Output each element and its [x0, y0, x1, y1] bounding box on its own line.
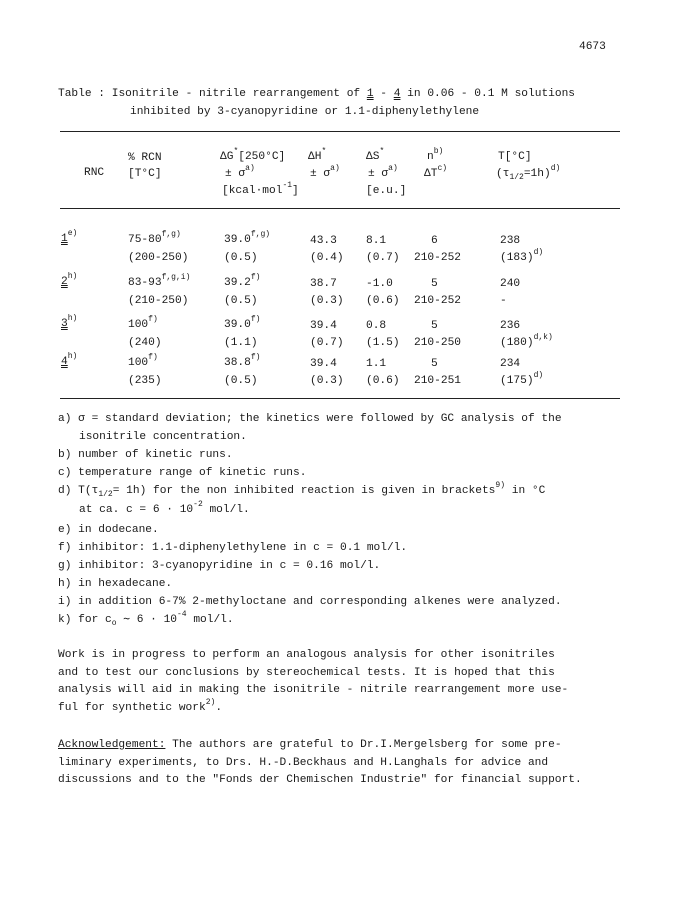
delta-h-sd: (0.3)	[310, 295, 344, 307]
sup-a: a)	[388, 164, 398, 174]
header-delta-g	[220, 147, 286, 164]
acknowledgement-paragraph	[58, 738, 623, 791]
delta-g-footnote: f)	[250, 273, 261, 283]
header-rcn: % RCN	[128, 152, 162, 164]
delta-h-value: 43.3	[310, 235, 337, 247]
reference-sup: 2)	[205, 697, 216, 707]
half-life-temp-ref	[500, 333, 553, 350]
rcn-percent: 75-80	[128, 234, 162, 246]
acknowledgement-heading: Acknowledgement:	[58, 739, 166, 751]
footnote-text: number of kinetic runs.	[78, 449, 233, 461]
table-caption-line-2: inhibited by 3-cyanopyridine or 1.1-diphenylethylene	[130, 106, 480, 118]
tau-open: (τ	[496, 168, 510, 180]
sup-d: d)	[550, 164, 561, 174]
delta-g-value	[224, 353, 261, 370]
header-delta-h	[308, 147, 327, 164]
footnote-c	[58, 466, 306, 480]
paragraph-line: Work is in progress to perform an analogous analysis for other isonitriles	[58, 649, 555, 661]
header-delta-t	[424, 164, 448, 181]
pm-sigma: ± σ	[310, 168, 331, 180]
header-eu-unit: [e.u.]	[366, 185, 407, 197]
footnote-k	[58, 610, 234, 629]
delta-g-sd: (0.5)	[224, 252, 258, 264]
n-symbol: n	[427, 151, 434, 163]
paragraph-text: The authors are grateful to Dr.I.Mergelsberg for some pre-	[172, 739, 562, 751]
footnote-text: in °C	[511, 485, 546, 497]
delta-h-value: 39.4	[310, 358, 337, 370]
delta-s-value: 8.1	[366, 235, 387, 247]
compound-number: 1	[61, 233, 68, 245]
delta-s-sd: (1.5)	[366, 337, 400, 349]
compound-id	[61, 229, 78, 246]
delta-h-symbol: ΔH	[308, 151, 322, 163]
rcn-temp-range: (200-250)	[128, 252, 189, 264]
footnote-b	[58, 448, 233, 462]
sup-b: b)	[433, 147, 444, 157]
exponent: -2	[193, 500, 203, 510]
rcn-percent: 100	[128, 357, 149, 369]
header-delta-s-sd	[368, 164, 398, 181]
ref-footnote: d)	[533, 248, 544, 258]
delta-g-sd: (0.5)	[224, 375, 258, 387]
footnote-mark: i)	[58, 596, 72, 608]
delta-g-symbol: ΔG	[220, 151, 234, 163]
rcn-footnote: f)	[148, 353, 158, 363]
kcal-bracket: ]	[292, 185, 299, 197]
paragraph-text: ful for synthetic work	[58, 701, 206, 714]
rcn-value	[128, 353, 158, 370]
delta-g-sd: (0.5)	[224, 295, 258, 307]
delta-s-value: -1.0	[366, 278, 393, 290]
delta-g-footnote: f,g)	[250, 230, 271, 240]
footnote-mark: k)	[58, 614, 72, 626]
ref-temp: (175)	[500, 375, 534, 387]
rcn-percent: 83-93	[128, 277, 162, 289]
paragraph-line	[58, 697, 623, 719]
footnote-d	[58, 481, 546, 500]
header-n	[427, 147, 444, 164]
delta-s-value: 1.1	[366, 358, 387, 370]
ref-temp: (183)	[500, 252, 534, 264]
footnote-text: T(τ	[78, 485, 99, 497]
tau-subscript: 1/2	[509, 173, 524, 183]
header-kcal-unit	[222, 181, 299, 198]
sup-a: a)	[330, 164, 340, 174]
footnote-text: in hexadecane.	[78, 578, 173, 590]
table-caption-line-1	[58, 87, 575, 101]
delta-h-sd: (0.7)	[310, 337, 344, 349]
kcal-unit: [kcal·mol	[222, 185, 283, 197]
body-paragraph-1	[58, 648, 623, 718]
delta-g-number: 39.0	[224, 234, 251, 246]
delta-h-value: 38.7	[310, 278, 337, 290]
footnote-text: inhibitor: 3-cyanopyridine in c = 0.16 mol/l.	[78, 560, 381, 572]
footnote-text: mol/l.	[193, 614, 234, 626]
footnote-text: ∼ 6 · 10	[123, 614, 177, 626]
rcn-percent: 100	[128, 319, 149, 331]
compound-footnote: h)	[67, 314, 78, 324]
delta-g-star: *	[233, 147, 239, 157]
temp-range: 210-251	[414, 375, 461, 387]
run-count: 6	[431, 235, 438, 247]
temp-range: 210-252	[414, 252, 461, 264]
ref-temp: -	[500, 295, 507, 307]
footnote-subscript: o	[111, 619, 117, 629]
half-life-temp: 240	[500, 278, 521, 290]
rcn-footnote: f,g)	[161, 230, 181, 240]
delta-g-number: 38.8	[224, 357, 251, 369]
footnote-mark: a)	[58, 413, 72, 425]
footnote-mark: d)	[58, 485, 72, 497]
run-count: 5	[431, 278, 438, 290]
half-life-temp-ref	[500, 294, 507, 308]
caption-colon: :	[98, 88, 106, 100]
paragraph-line: and to test our conclusions by stereochemical tests. It is hoped that this	[58, 666, 555, 679]
footnote-text: σ = standard deviation; the kinetics were followed by GC analysis of the	[78, 413, 562, 425]
sup-c: c)	[437, 164, 448, 174]
half-life-temp-ref	[500, 371, 544, 388]
compound-number: 2	[61, 276, 68, 288]
footnote-g	[58, 559, 380, 573]
exponent: -4	[177, 610, 187, 620]
table-header-rule	[60, 208, 620, 209]
delta-g-temp: [250°C]	[238, 151, 286, 163]
temp-range: 210-252	[414, 295, 461, 307]
footnote-text: mol/l.	[209, 504, 250, 516]
compound-footnote: h)	[67, 272, 78, 282]
delta-s-value: 0.8	[366, 320, 387, 332]
delta-h-star: *	[321, 147, 327, 157]
footnote-text: in addition 6-7% 2-methyloctane and corresponding alkenes were analyzed.	[78, 596, 562, 608]
delta-h-sd: (0.4)	[310, 252, 344, 264]
header-delta-h-sd	[310, 164, 340, 181]
footnote-text: temperature range of kinetic runs.	[78, 467, 307, 479]
compound-ref-1: 1	[366, 88, 374, 100]
header-delta-s	[366, 147, 385, 164]
rcn-footnote: f,g,i)	[161, 273, 191, 283]
delta-g-sd: (1.1)	[224, 337, 258, 349]
delta-h-sd: (0.3)	[310, 375, 344, 387]
tau-close: =1h)	[523, 168, 551, 180]
footnote-a	[58, 412, 562, 426]
rcn-temp-range: (240)	[128, 337, 162, 349]
footnote-mark: b)	[58, 449, 72, 461]
compound-ref-4: 4	[393, 88, 401, 100]
header-t: T[°C]	[498, 151, 532, 163]
delta-h-value: 39.4	[310, 320, 337, 332]
paragraph-line: liminary experiments, to Drs. H.-D.Beckhaus and H.Langhals for advice and	[58, 756, 549, 769]
footnote-text: = 1h) for the non inhibited reaction is given in brackets	[112, 485, 496, 497]
compound-number: 4	[61, 356, 68, 368]
header-t-half-life	[496, 164, 561, 183]
footnote-i	[58, 595, 562, 609]
delta-g-value	[224, 230, 271, 247]
half-life-temp: 236	[500, 320, 521, 332]
footnote-mark: g)	[58, 560, 72, 572]
run-count: 5	[431, 320, 438, 332]
reference-sup: 9)	[495, 481, 506, 491]
paragraph-text: .	[215, 701, 223, 714]
header-rnc: RNC	[84, 167, 105, 179]
delta-s-sd: (0.6)	[366, 375, 400, 387]
delta-g-value	[224, 273, 261, 290]
table-top-rule	[60, 131, 620, 132]
footnote-mark: h)	[58, 578, 72, 590]
rcn-footnote: f)	[148, 315, 158, 325]
ref-footnote: d,k)	[533, 333, 553, 343]
compound-footnote: h)	[67, 352, 78, 362]
compound-footnote: e)	[67, 229, 78, 239]
header-rcn-temp: [T°C]	[128, 168, 162, 180]
delta-s-star: *	[379, 147, 385, 157]
caption-prefix: Table	[58, 88, 92, 100]
ref-footnote: d)	[533, 371, 544, 381]
footnote-mark: f)	[58, 542, 72, 554]
paragraph-line: analysis will aid in making the isonitrile - nitrile rearrangement more use-	[58, 684, 569, 696]
footnote-subscript: 1/2	[98, 490, 113, 500]
rcn-value	[128, 273, 191, 290]
half-life-temp: 238	[500, 235, 521, 247]
delta-t-symbol: ΔT	[424, 168, 438, 180]
delta-g-footnote: f)	[250, 315, 261, 325]
compound-id	[61, 352, 78, 369]
rcn-value	[128, 315, 158, 332]
half-life-temp: 234	[500, 358, 521, 370]
caption-text: Isonitrile - nitrile rearrangement of	[111, 88, 361, 100]
compound-id	[61, 272, 78, 289]
rcn-temp-range: (235)	[128, 375, 162, 387]
footnote-a-cont: isonitrile concentration.	[79, 431, 247, 443]
paragraph-line	[58, 738, 623, 756]
footnote-text: for c	[78, 614, 112, 626]
paragraph-line: discussions and to the "Fonds der Chemischen Industrie" for financial support.	[58, 774, 582, 786]
run-count: 5	[431, 358, 438, 370]
rcn-value	[128, 230, 181, 247]
footnote-e	[58, 523, 159, 537]
page-number: 4673	[579, 41, 606, 53]
delta-g-number: 39.0	[224, 319, 251, 331]
delta-s-symbol: ΔS	[366, 151, 380, 163]
caption-dash: -	[380, 88, 388, 100]
header-delta-g-sd	[225, 164, 255, 181]
footnote-text: in dodecane.	[78, 524, 159, 536]
footnote-d-cont	[79, 500, 250, 517]
footnote-mark: e)	[58, 524, 72, 536]
ref-temp: (180)	[500, 337, 534, 349]
caption-text-end: in 0.06 - 0.1 M solutions	[407, 88, 576, 100]
footnote-mark: c)	[58, 467, 72, 479]
pm-sigma: ± σ	[225, 168, 246, 180]
table-bottom-rule	[60, 398, 620, 399]
footnote-f	[58, 541, 407, 555]
compound-number: 3	[61, 318, 68, 330]
kcal-exponent: -1	[282, 181, 293, 191]
footnote-h	[58, 577, 172, 591]
footnote-text: inhibitor: 1.1-diphenylethylene in c = 0.1 mol/l.	[78, 542, 408, 554]
delta-s-sd: (0.7)	[366, 252, 400, 264]
delta-s-sd: (0.6)	[366, 295, 400, 307]
delta-g-value	[224, 315, 261, 332]
sup-a: a)	[245, 164, 255, 174]
rcn-temp-range: (210-250)	[128, 295, 189, 307]
half-life-temp-ref	[500, 248, 544, 265]
delta-g-number: 39.2	[224, 277, 251, 289]
delta-g-footnote: f)	[250, 353, 261, 363]
compound-id	[61, 314, 78, 331]
pm-sigma: ± σ	[368, 168, 389, 180]
temp-range: 210-250	[414, 337, 461, 349]
footnote-text: at ca. c = 6 · 10	[79, 504, 194, 516]
